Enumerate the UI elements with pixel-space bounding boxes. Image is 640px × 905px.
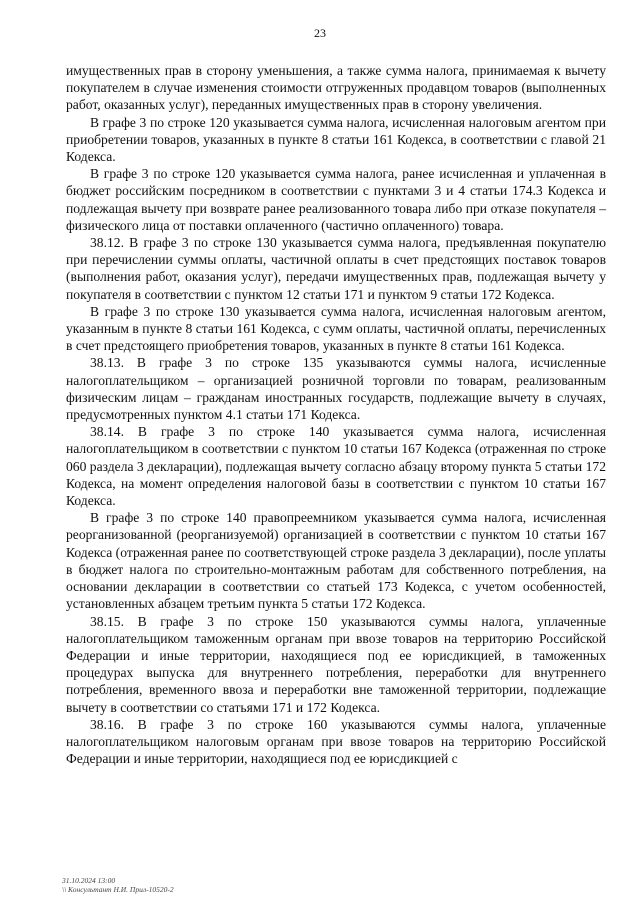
paragraph-38-14: 38.14. В графе 3 по строке 140 указывается сумма налога, исчисленная налогоплательщиком в соответствии с пунктом 10 статьи 167 Кодекса (отраженная по строке 060 раздела 3 декларации), подлежащая вычету согласно абзацу второму пункта 5 статьи 172 Кодекса, на момент определения налоговой базы в соответствии с пунктом 10 статьи 167 Кодекса. bbox=[66, 424, 606, 509]
paragraph: В графе 3 по строке 130 указывается сумма налога, исчисленная налоговым агентом, указанным в пункте 8 статьи 161 Кодекса, с сумм оплаты, частичной оплаты, перечисленных в счет предстоящего приобретения товаров, указанных в пункте 8 статьи 161 Кодекса. bbox=[66, 303, 606, 354]
paragraph-38-16: 38.16. В графе 3 по строке 160 указываются суммы налога, уплаченные налогоплательщиком налоговым органам при ввозе товаров на территорию Российской Федерации и иные территории, находящиеся под ее юрисдикцией с bbox=[66, 716, 606, 767]
page-number: 23 bbox=[314, 26, 326, 40]
paragraph-38-15: 38.15. В графе 3 по строке 150 указываются суммы налога, уплаченные налогоплательщиком таможенным органам при ввозе товаров на территорию Российской Федерации и иные территории, находящиеся под ее юрисдикцией, в таможенных процедурах выпуска для внутреннего потребления, переработки для внутреннего потребления, временного ввоза и переработки вне таможенной территории, подлежащие вычету в соответствии со статьями 171 и 172 Кодекса. bbox=[66, 613, 606, 715]
document-stamp-footer bbox=[62, 876, 174, 894]
paragraph: В графе 3 по строке 120 указывается сумма налога, ранее исчисленная и уплаченная в бюджет российским посредником в соответствии с пунктами 3 и 4 статьи 174.3 Кодекса и подлежащая вычету при возврате ранее реализованного товара либо при отказе покупателя – физического лица от поставки оплаченного (частично оплаченного) товара. bbox=[66, 166, 606, 233]
document-body bbox=[66, 62, 606, 767]
paragraph: В графе 3 по строке 120 указывается сумма налога, исчисленная налоговым агентом при приобретении товаров, указанных в пункте 8 статьи 161 Кодекса, в соответствии с главой 21 Кодекса. bbox=[66, 114, 606, 165]
footer-timestamp: 31.10.2024 13:00 bbox=[62, 876, 116, 885]
paragraph-38-13: 38.13. В графе 3 по строке 135 указываются суммы налога, исчисленные налогоплательщиком – организацией розничной торговли по товарам, реализованным физическим лицам – гражданам иностранных государств, подлежащие вычету в случаях, предусмотренных пунктом 4.1 статьи 171 Кодекса. bbox=[66, 355, 606, 423]
paragraph: В графе 3 по строке 140 правопреемником указывается сумма налога, исчисленная реорганизованной (реорганизуемой) организацией в соответствии с пунктом 10 статьи 167 Кодекса (отраженная ранее по соответствующей строке раздела 3 декларации), после уплаты в бюджет налога по строительно-монтажным работам для собственного потребления, на основании декларации в соответствии со статьей 173 Кодекса, с учетом особенностей, установленных абзацем третьим пункта 5 статьи 172 Кодекса. bbox=[66, 510, 606, 612]
paragraph-38-12: 38.12. В графе 3 по строке 130 указывается сумма налога, предъявленная покупателю при перечислении суммы оплаты, частичной оплаты в счет предстоящих поставок товаров (выполнения работ, оказания услуг), передачи имущественных прав, подлежащая вычету у покупателя в соответствии с пунктом 12 статьи 171 и пунктом 9 статьи 172 Кодекса. bbox=[66, 235, 606, 302]
footer-reference: \\ Консультант Н.И. Прил-10520-2 bbox=[62, 885, 174, 894]
paragraph-continuation: имущественных прав в сторону уменьшения, а также сумма налога, принимаемая к вычету покупателем в случае изменения стоимости отгруженных продавцом товаров (выполненных работ, оказанных услуг), переданных имущественных прав в сторону увеличения. bbox=[66, 63, 606, 113]
